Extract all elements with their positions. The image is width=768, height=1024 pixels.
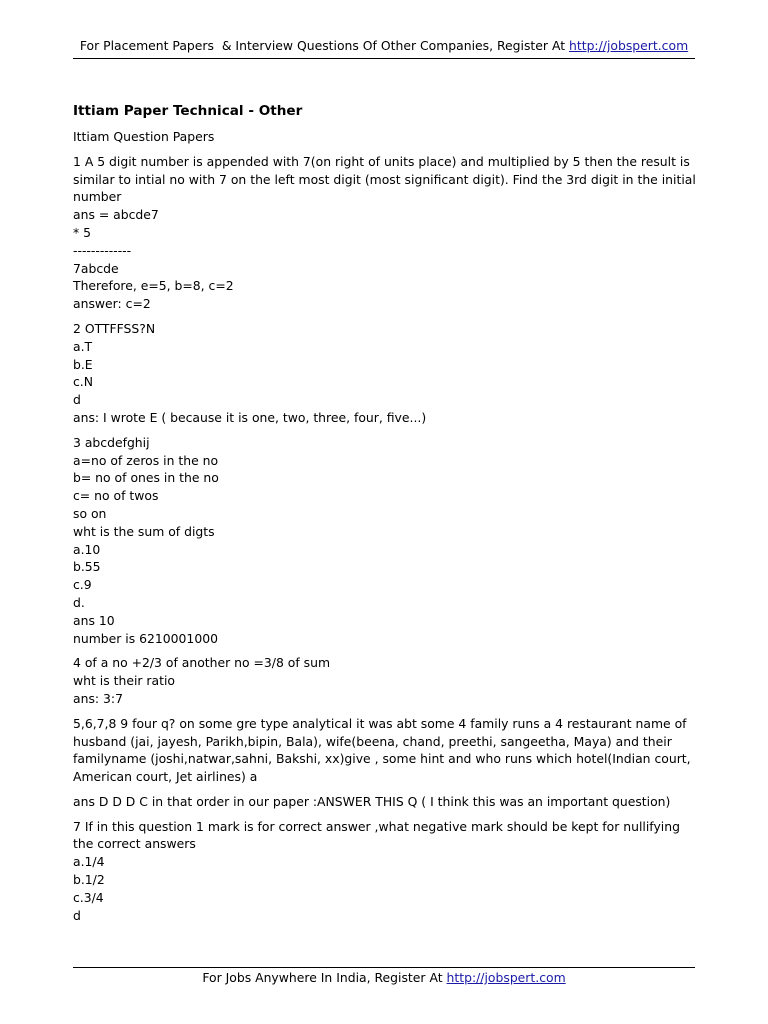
question-1-line: 7abcde [73,260,119,276]
question-1 [73,153,703,313]
question-2-line: d [73,392,81,408]
question-2-line: c.N [73,374,94,390]
footer-text: For Jobs Anywhere In India, Register At [202,970,447,985]
question-1-line: ans = abcde7 [73,207,159,223]
question-5-9-answer [73,793,703,811]
document-body [73,101,703,931]
question-3 [73,434,703,648]
question-1-line: Therefore, e=5, b=8, c=2 [73,278,234,294]
question-3-line: wht is the sum of digts [73,523,215,539]
question-4-line: ans: 3:7 [73,690,123,706]
header-link[interactable]: http://jobspert.com [569,38,689,53]
header-divider [73,58,695,59]
question-3-line: a=no of zeros in the no [73,452,219,468]
question-7-line: b.1/2 [73,872,105,888]
question-3-line: number is 6210001000 [73,630,218,646]
page-header [73,37,695,55]
question-2-line: 2 OTTFFSS?N [73,320,156,336]
question-2-line: b.E [73,356,93,372]
document-subtitle: Ittiam Question Papers [73,129,215,144]
question-7-line: a.1/4 [73,854,105,870]
question-3-line: so on [73,505,107,521]
question-1-text: 1 A 5 digit number is appended with 7(on right of units place) and multiplied by 5 then the result is similar to intial no with 7 on the left most digit (most significant digit). Find the 3rd digit in the initial number [73,153,696,205]
question-2-line: a.T [73,338,93,354]
question-4-line: 4 of a no +2/3 of another no =3/8 of sum [73,655,331,671]
footer-link[interactable]: http://jobspert.com [446,970,566,985]
question-5-9-answer-text: ans D D D C in that order in our paper :ANSWER THIS Q ( I think this was an important question) [73,793,671,809]
question-1-line: ------------- [73,242,132,258]
question-3-line: b= no of ones in the no [73,470,219,486]
question-3-line: a.10 [73,541,101,557]
question-3-line: ans 10 [73,612,115,628]
question-7-text: 7 If in this question 1 mark is for correct answer ,what negative mark should be kept for nullifying the correct answers [73,818,680,852]
question-3-line: 3 abcdefghij [73,434,150,450]
question-3-line: b.55 [73,559,101,575]
question-4 [73,654,703,707]
question-1-line: answer: c=2 [73,296,151,312]
question-1-line: * 5 [73,224,92,240]
header-text: For Placement Papers & Interview Questions Of Other Companies, Register At [79,38,569,53]
question-2-line: ans: I wrote E ( because it is one, two, three, four, five...) [73,409,427,425]
question-7-line: c.3/4 [73,889,104,905]
footer-divider [73,967,695,968]
page-footer [73,969,695,987]
question-7-line: d [73,907,81,923]
question-4-line: wht is their ratio [73,673,175,689]
question-3-line: c= no of twos [73,488,159,504]
question-2 [73,320,703,427]
question-3-line: d. [73,594,85,610]
question-5-9 [73,715,703,786]
question-7 [73,818,703,925]
document-title: Ittiam Paper Technical - Other [73,103,303,119]
question-3-line: c.9 [73,577,92,593]
question-5-9-text: 5,6,7,8 9 four q? on some gre type analytical it was abt some 4 family runs a 4 restaurant name of husband (jai, jayesh, Parikh,bipin, Bala), wife(beena, chand, preethi, sangeetha, Maya) and their familyname (joshi,natwar,sahni, Bakshi, xx)give , some hint and who runs which hotel(Indian court, American court, Jet airlines) a [73,715,691,785]
